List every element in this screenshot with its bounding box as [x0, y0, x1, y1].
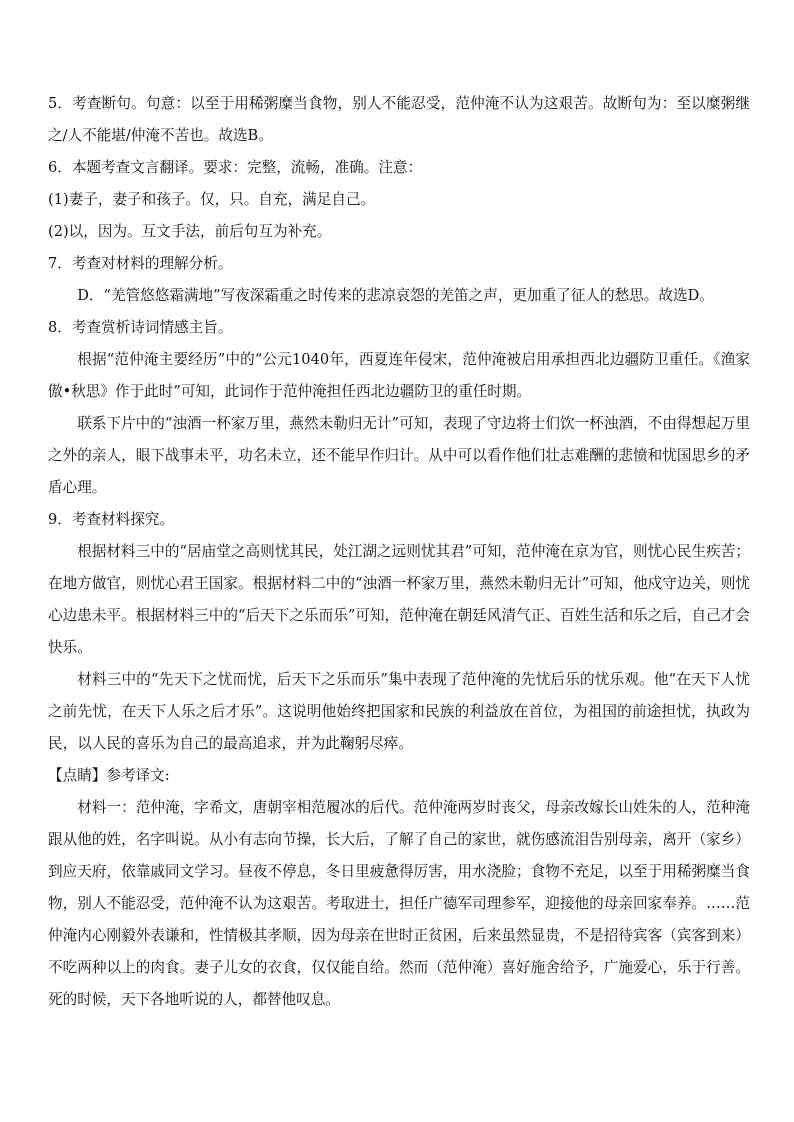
paragraph-q5: 5．考查断句。句意：以至于用稀粥糜当食物，别人不能忍受，范仲淹不认为这艰苦。故断句为：至以糜粥继之/人不能堪/仲淹不苦也。故选B。: [48, 95, 750, 144]
paragraph-translation-material-1: 材料一：范仲淹，字希文，唐朝宰相范履冰的后代。范仲淹两岁时丧父，母亲改嫁长山姓朱的人，范种淹跟从他的姓，名字叫说。从小有志向节操，长大后，了解了自己的家世，就伤感流泪告别母亲，离开（家乡）到应天府，依靠戚同文学习。昼夜不停息，冬日里疲惫得厉害，用水浇脸；食物不充足，以至于用稀粥糜当食物，别人不能忍受，范仲淹不认为这艰苦。考取进士，担任广德军司理参军，迎接他的母亲回家奉养。……范仲淹内心刚毅外表谦和，性情极其孝顺，因为母亲在世时正贫困，后来虽然显贵，不是招待宾客（宾客到来）不吃两种以上的肉食。妻子儿女的衣食，仅仅能自给。然而（范仲淹）喜好施舍给予，广施爱心，乐于行善。死的时候，天下各地听说的人，都替他叹息。: [48, 799, 750, 1008]
paragraph-q7-answer: D．“羌管悠悠霜满地”写夜深霜重之时传来的悲凉哀怨的羌笛之声，更加重了征人的愁思。故选D。: [77, 287, 714, 304]
answer-document: [48, 88, 750, 1016]
paragraph-q8: 8．考查赏析诗词情感主旨。: [48, 319, 233, 336]
paragraph-dianjing-heading: 【点睛】参考译文:: [48, 767, 170, 784]
paragraph-q8-analysis-1: 根据“范仲淹主要经历”中的“公元1040年，西夏连年侵宋，范仲淹被启用承担西北边疆防卫重任。《渔家傲•秋思》作于此时”可知，此词作于范仲淹担任西北边疆防卫的重任时期。: [48, 351, 750, 400]
paragraph-q7: 7．考查对材料的理解分析。: [48, 255, 233, 272]
paragraph-q6: 6．本题考查文言翻译。要求：完整，流畅，准确。注意：: [48, 159, 423, 176]
paragraph-q9: 9．考查材料探究。: [48, 511, 175, 528]
paragraph-q6-note-2: (2)以，因为。互文手法，前后句互为补充。: [48, 223, 332, 240]
paragraph-q8-analysis-2: 联系下片中的“浊酒一杯家万里，燕然未勒归无计”可知，表现了守边将士们饮一杯浊酒，不由得想起万里之外的亲人，眼下战事未平，功名未立，还不能早作归计。从中可以看作他们壮志难酬的悲愤和忧国思乡的矛盾心理。: [48, 415, 750, 496]
paragraph-q6-note-1: (1)妻子，妻子和孩子。仅，只。自充，满足自己。: [48, 191, 376, 208]
paragraph-q9-analysis-2: 材料三中的“先天下之忧而忧，后天下之乐而乐”集中表现了范仲淹的先忧后乐的忧乐观。他“在天下人忧之前先忧，在天下人乐之后才乐”。这说明他始终把国家和民族的利益放在首位，为祖国的前途担忧，执政为民，以人民的喜乐为自己的最高追求，并为此鞠躬尽瘁。: [48, 671, 750, 752]
paragraph-q9-analysis-1: 根据材料三中的“居庙堂之高则忧其民，处江湖之远则忧其君”可知，范仲淹在京为官，则忧心民生疾苦；在地方做官，则忧心君王国家。根据材料二中的“浊酒一杯家万里，燕然未勒归无计”可知，他戍守边关，则忧心边患未平。根据材料三中的“后天下之乐而乐”可知，范仲淹在朝廷风清气正、百姓生活和乐之后，自己才会快乐。: [48, 543, 750, 656]
